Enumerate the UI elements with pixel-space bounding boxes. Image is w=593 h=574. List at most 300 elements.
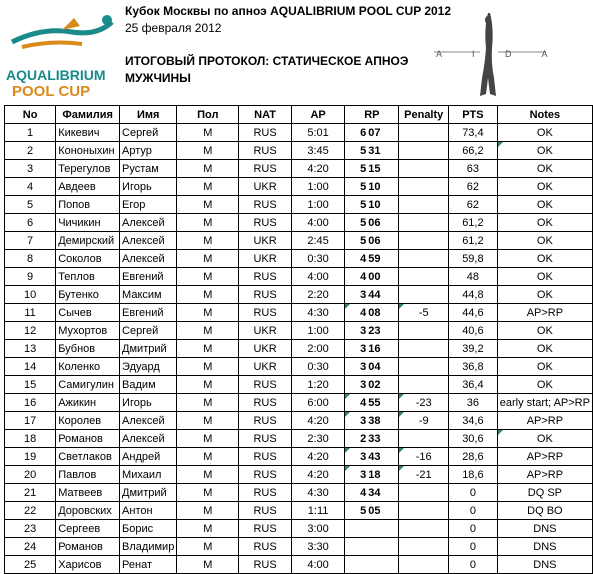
- rp-minutes: 3: [360, 360, 367, 373]
- cell-name: Эдуард: [120, 358, 177, 376]
- cell-name: Владимир: [120, 538, 177, 556]
- cell-pts: 73,4: [449, 124, 498, 142]
- cell-name: Алексей: [120, 430, 177, 448]
- cell-ap: 2:30: [291, 430, 344, 448]
- cell-surname: Доровских: [56, 502, 120, 520]
- cell-ap: 1:00: [291, 178, 344, 196]
- aqualibrium-logo: [2, 2, 120, 100]
- cell-sex: М: [177, 430, 239, 448]
- cell-pts: 63: [449, 160, 498, 178]
- cell-name: Дмитрий: [120, 484, 177, 502]
- table-row: [5, 466, 593, 484]
- cell-no: 7: [5, 232, 56, 250]
- cell-penalty: [399, 322, 449, 340]
- rp-minutes: 5: [360, 144, 367, 157]
- cell-notes: OK: [497, 124, 592, 142]
- cell-rp: [345, 484, 399, 502]
- cell-ap: 4:00: [291, 556, 344, 574]
- rp-minutes: 4: [360, 486, 367, 499]
- table-row: [5, 196, 593, 214]
- cell-ap: 2:45: [291, 232, 344, 250]
- rp-seconds: 04: [368, 360, 381, 373]
- cell-name: Борис: [120, 520, 177, 538]
- cell-notes: OK: [497, 232, 592, 250]
- cell-sex: М: [177, 412, 239, 430]
- cell-pts: 28,6: [449, 448, 498, 466]
- cell-rp: [345, 214, 399, 232]
- cell-notes: OK: [497, 250, 592, 268]
- rp-seconds: 34: [368, 486, 381, 499]
- cell-nat: RUS: [239, 466, 292, 484]
- cell-no: 19: [5, 448, 56, 466]
- cell-notes: DNS: [497, 556, 592, 574]
- cell-penalty: -21: [399, 466, 449, 484]
- rp-seconds: 08: [368, 306, 381, 319]
- cell-nat: RUS: [239, 484, 292, 502]
- cell-nat: RUS: [239, 502, 292, 520]
- cell-penalty: [399, 340, 449, 358]
- cell-sex: М: [177, 250, 239, 268]
- cell-sex: М: [177, 502, 239, 520]
- cell-rp: [345, 124, 399, 142]
- cell-pts: 36,8: [449, 358, 498, 376]
- cell-pts: 0: [449, 538, 498, 556]
- cell-penalty: [399, 502, 449, 520]
- header-row: [5, 106, 593, 124]
- cell-notes: AP>RP: [497, 304, 592, 322]
- cell-no: 5: [5, 196, 56, 214]
- cell-nat: RUS: [239, 268, 292, 286]
- rp-seconds: 10: [368, 180, 381, 193]
- cell-no: 22: [5, 502, 56, 520]
- cell-no: 23: [5, 520, 56, 538]
- cell-surname: Кононыхин: [56, 142, 120, 160]
- cell-sex: М: [177, 538, 239, 556]
- rp-seconds: 06: [368, 234, 381, 247]
- cell-name: Алексей: [120, 412, 177, 430]
- results-table: [4, 105, 593, 574]
- cell-rp: [345, 376, 399, 394]
- cell-no: 24: [5, 538, 56, 556]
- col-name: Имя: [120, 106, 177, 124]
- cell-nat: RUS: [239, 214, 292, 232]
- cell-notes: OK: [497, 322, 592, 340]
- cell-pts: 61,2: [449, 232, 498, 250]
- table-row: [5, 358, 593, 376]
- cell-nat: RUS: [239, 556, 292, 574]
- cell-sex: М: [177, 466, 239, 484]
- cell-penalty: [399, 358, 449, 376]
- table-row: [5, 520, 593, 538]
- cell-penalty: [399, 214, 449, 232]
- rp-seconds: 38: [368, 414, 381, 427]
- cell-no: 2: [5, 142, 56, 160]
- cell-nat: RUS: [239, 376, 292, 394]
- cell-penalty: [399, 538, 449, 556]
- cell-name: Михаил: [120, 466, 177, 484]
- cell-sex: М: [177, 376, 239, 394]
- cell-notes: OK: [497, 268, 592, 286]
- rp-minutes: 5: [360, 216, 367, 229]
- cell-notes: OK: [497, 430, 592, 448]
- cell-sex: М: [177, 178, 239, 196]
- rp-seconds: 00: [368, 270, 381, 283]
- cell-nat: RUS: [239, 196, 292, 214]
- cell-sex: М: [177, 448, 239, 466]
- cell-pts: 44,6: [449, 304, 498, 322]
- rp-minutes: 4: [360, 270, 367, 283]
- cell-rp: [345, 556, 399, 574]
- rp-seconds: 02: [368, 378, 381, 391]
- event-date: 25 февраля 2012: [125, 21, 222, 35]
- table-row: [5, 538, 593, 556]
- cell-notes: OK: [497, 178, 592, 196]
- cell-name: Егор: [120, 196, 177, 214]
- table-row: [5, 214, 593, 232]
- cell-rp: [345, 466, 399, 484]
- cell-surname: Соколов: [56, 250, 120, 268]
- cell-no: 21: [5, 484, 56, 502]
- cell-pts: 18,6: [449, 466, 498, 484]
- cell-ap: 4:20: [291, 160, 344, 178]
- rp-minutes: 3: [360, 468, 367, 481]
- cell-surname: Авдеев: [56, 178, 120, 196]
- cell-sex: М: [177, 322, 239, 340]
- cell-nat: UKR: [239, 358, 292, 376]
- cell-notes: OK: [497, 286, 592, 304]
- table-row: [5, 556, 593, 574]
- cell-no: 10: [5, 286, 56, 304]
- cell-pts: 62: [449, 178, 498, 196]
- cell-penalty: [399, 484, 449, 502]
- table-row: [5, 502, 593, 520]
- cell-penalty: -16: [399, 448, 449, 466]
- cell-ap: 4:20: [291, 448, 344, 466]
- cell-pts: 34,6: [449, 412, 498, 430]
- cell-ap: 1:20: [291, 376, 344, 394]
- cell-rp: [345, 340, 399, 358]
- rp-minutes: 5: [360, 180, 367, 193]
- table-row: [5, 322, 593, 340]
- cell-name: Игорь: [120, 394, 177, 412]
- cell-no: 6: [5, 214, 56, 232]
- rp-seconds: 16: [368, 342, 381, 355]
- table-row: [5, 304, 593, 322]
- cell-name: Алексей: [120, 214, 177, 232]
- rp-minutes: 3: [360, 414, 367, 427]
- cell-surname: Коленко: [56, 358, 120, 376]
- rp-minutes: 5: [360, 162, 367, 175]
- cell-sex: М: [177, 520, 239, 538]
- table-row: [5, 232, 593, 250]
- cell-name: Евгений: [120, 268, 177, 286]
- cell-ap: 3:00: [291, 520, 344, 538]
- cell-name: Алексей: [120, 232, 177, 250]
- cell-name: Игорь: [120, 178, 177, 196]
- cell-penalty: [399, 232, 449, 250]
- cell-ap: 4:20: [291, 466, 344, 484]
- table-row: [5, 124, 593, 142]
- cell-rp: [345, 250, 399, 268]
- cell-pts: 0: [449, 502, 498, 520]
- cell-ap: 1:11: [291, 502, 344, 520]
- rp-seconds: 31: [368, 144, 381, 157]
- cell-notes: OK: [497, 340, 592, 358]
- cell-notes: DNS: [497, 520, 592, 538]
- cell-sex: М: [177, 232, 239, 250]
- cell-no: 12: [5, 322, 56, 340]
- cell-rp: [345, 142, 399, 160]
- cell-pts: 44,8: [449, 286, 498, 304]
- cell-surname: Чичикин: [56, 214, 120, 232]
- cell-no: 8: [5, 250, 56, 268]
- rp-minutes: 2: [360, 432, 367, 445]
- cell-rp: [345, 304, 399, 322]
- cell-penalty: [399, 250, 449, 268]
- cell-notes: OK: [497, 196, 592, 214]
- cell-no: 11: [5, 304, 56, 322]
- rp-seconds: 15: [368, 162, 381, 175]
- cell-nat: RUS: [239, 430, 292, 448]
- rp-minutes: 3: [360, 450, 367, 463]
- col-no: No: [5, 106, 56, 124]
- cell-penalty: [399, 142, 449, 160]
- cell-surname: Терегулов: [56, 160, 120, 178]
- rp-seconds: 43: [368, 450, 381, 463]
- cell-penalty: [399, 268, 449, 286]
- rp-seconds: 23: [368, 324, 381, 337]
- cell-name: Рустам: [120, 160, 177, 178]
- cell-pts: 36,4: [449, 376, 498, 394]
- cell-notes: DNS: [497, 538, 592, 556]
- cell-nat: RUS: [239, 394, 292, 412]
- cell-surname: Попов: [56, 196, 120, 214]
- cell-ap: 3:30: [291, 538, 344, 556]
- category-title: МУЖЧИНЫ: [125, 71, 191, 85]
- rp-seconds: 33: [368, 432, 381, 445]
- cell-no: 3: [5, 160, 56, 178]
- cell-nat: RUS: [239, 448, 292, 466]
- cell-sex: М: [177, 304, 239, 322]
- cell-ap: 0:30: [291, 250, 344, 268]
- rp-seconds: 44: [368, 288, 381, 301]
- cell-pts: 39,2: [449, 340, 498, 358]
- cell-rp: [345, 178, 399, 196]
- cell-penalty: [399, 160, 449, 178]
- cell-nat: UKR: [239, 322, 292, 340]
- cell-no: 18: [5, 430, 56, 448]
- rp-seconds: 18: [368, 468, 381, 481]
- cell-nat: RUS: [239, 304, 292, 322]
- cell-notes: OK: [497, 142, 592, 160]
- cell-surname: Королев: [56, 412, 120, 430]
- cell-penalty: -9: [399, 412, 449, 430]
- cell-no: 17: [5, 412, 56, 430]
- rp-minutes: 5: [360, 234, 367, 247]
- cell-pts: 48: [449, 268, 498, 286]
- cell-surname: Демирский: [56, 232, 120, 250]
- table-row: [5, 268, 593, 286]
- cell-no: 25: [5, 556, 56, 574]
- cell-notes: DQ BO: [497, 502, 592, 520]
- cell-nat: RUS: [239, 160, 292, 178]
- cell-nat: RUS: [239, 286, 292, 304]
- cell-sex: М: [177, 484, 239, 502]
- cell-surname: Светлаков: [56, 448, 120, 466]
- cell-sex: М: [177, 124, 239, 142]
- cell-pts: 30,6: [449, 430, 498, 448]
- rp-minutes: 4: [360, 306, 367, 319]
- cell-notes: OK: [497, 160, 592, 178]
- cell-no: 14: [5, 358, 56, 376]
- cell-name: Ренат: [120, 556, 177, 574]
- cell-rp: [345, 538, 399, 556]
- cell-name: Андрей: [120, 448, 177, 466]
- cell-surname: Романов: [56, 538, 120, 556]
- table-row: [5, 142, 593, 160]
- cell-surname: Харисов: [56, 556, 120, 574]
- col-pts: PTS: [449, 106, 498, 124]
- table-row: [5, 394, 593, 412]
- cell-penalty: [399, 196, 449, 214]
- cell-surname: Бутенко: [56, 286, 120, 304]
- cell-rp: [345, 322, 399, 340]
- cell-nat: RUS: [239, 538, 292, 556]
- cell-notes: OK: [497, 214, 592, 232]
- cell-sex: М: [177, 214, 239, 232]
- cell-name: Алексей: [120, 250, 177, 268]
- cell-penalty: [399, 520, 449, 538]
- rp-minutes: 3: [360, 288, 367, 301]
- col-penalty: Penalty: [399, 106, 449, 124]
- cell-notes: AP>RP: [497, 448, 592, 466]
- cell-rp: [345, 358, 399, 376]
- cell-pts: 0: [449, 484, 498, 502]
- aida-logo: [430, 8, 550, 103]
- cell-name: Артур: [120, 142, 177, 160]
- cell-nat: RUS: [239, 520, 292, 538]
- cell-rp: [345, 520, 399, 538]
- cell-surname: Матвеев: [56, 484, 120, 502]
- col-ap: AP: [291, 106, 344, 124]
- col-sex: Пол: [177, 106, 239, 124]
- cell-name: Вадим: [120, 376, 177, 394]
- cell-sex: М: [177, 196, 239, 214]
- cell-ap: 3:45: [291, 142, 344, 160]
- cell-name: Сергей: [120, 124, 177, 142]
- cell-sex: М: [177, 394, 239, 412]
- cell-rp: [345, 448, 399, 466]
- cell-rp: [345, 160, 399, 178]
- table-row: [5, 430, 593, 448]
- cell-ap: 2:00: [291, 340, 344, 358]
- cell-notes: AP>RP: [497, 466, 592, 484]
- cell-no: 13: [5, 340, 56, 358]
- cell-penalty: [399, 124, 449, 142]
- rp-seconds: 05: [368, 504, 381, 517]
- cell-surname: Павлов: [56, 466, 120, 484]
- logo-text-line1: AQUALIBRIUM: [6, 67, 106, 83]
- cell-penalty: [399, 286, 449, 304]
- table-row: [5, 448, 593, 466]
- cell-ap: 4:30: [291, 304, 344, 322]
- protocol-title: ИТОГОВЫЙ ПРОТОКОЛ: СТАТИЧЕСКОЕ АПНОЭ: [125, 54, 409, 68]
- cell-no: 16: [5, 394, 56, 412]
- rp-seconds: 59: [368, 252, 381, 265]
- cell-surname: Бубнов: [56, 340, 120, 358]
- cell-penalty: [399, 430, 449, 448]
- rp-seconds: 07: [368, 126, 381, 139]
- cell-pts: 59,8: [449, 250, 498, 268]
- cell-sex: М: [177, 556, 239, 574]
- cell-ap: 4:00: [291, 214, 344, 232]
- cell-penalty: -5: [399, 304, 449, 322]
- col-notes: Notes: [497, 106, 592, 124]
- cell-ap: 2:20: [291, 286, 344, 304]
- cell-sex: М: [177, 286, 239, 304]
- table-row: [5, 376, 593, 394]
- cell-nat: UKR: [239, 178, 292, 196]
- cell-penalty: [399, 376, 449, 394]
- cell-surname: Сергеев: [56, 520, 120, 538]
- rp-minutes: 4: [360, 252, 367, 265]
- cell-pts: 62: [449, 196, 498, 214]
- rp-seconds: 10: [368, 198, 381, 211]
- table-row: [5, 412, 593, 430]
- cell-nat: UKR: [239, 340, 292, 358]
- rp-minutes: 4: [360, 396, 367, 409]
- cell-rp: [345, 196, 399, 214]
- cell-nat: UKR: [239, 232, 292, 250]
- cell-rp: [345, 268, 399, 286]
- cell-rp: [345, 502, 399, 520]
- rp-minutes: 6: [360, 126, 367, 139]
- cell-rp: [345, 286, 399, 304]
- rp-minutes: 5: [360, 198, 367, 211]
- cell-name: Дмитрий: [120, 340, 177, 358]
- logo-text-line2: POOL CUP: [12, 83, 91, 100]
- cell-surname: Мухортов: [56, 322, 120, 340]
- rp-minutes: 3: [360, 378, 367, 391]
- cell-ap: 4:30: [291, 484, 344, 502]
- rp-minutes: 5: [360, 504, 367, 517]
- cell-no: 9: [5, 268, 56, 286]
- cell-ap: 1:00: [291, 322, 344, 340]
- cell-pts: 0: [449, 556, 498, 574]
- cell-notes: early start; AP>RP: [497, 394, 592, 412]
- cell-surname: Теплов: [56, 268, 120, 286]
- cell-no: 15: [5, 376, 56, 394]
- cell-rp: [345, 232, 399, 250]
- cell-surname: Романов: [56, 430, 120, 448]
- cell-pts: 66,2: [449, 142, 498, 160]
- cell-nat: RUS: [239, 142, 292, 160]
- col-nat: NAT: [239, 106, 292, 124]
- cell-surname: Сычев: [56, 304, 120, 322]
- cell-rp: [345, 430, 399, 448]
- cell-name: Антон: [120, 502, 177, 520]
- cell-notes: OK: [497, 358, 592, 376]
- col-rp: RP: [345, 106, 399, 124]
- table-row: [5, 250, 593, 268]
- cell-nat: RUS: [239, 124, 292, 142]
- cell-pts: 40,6: [449, 322, 498, 340]
- cell-surname: Самигулин: [56, 376, 120, 394]
- table-row: [5, 484, 593, 502]
- cell-ap: 5:01: [291, 124, 344, 142]
- cell-ap: 1:00: [291, 196, 344, 214]
- cell-notes: OK: [497, 376, 592, 394]
